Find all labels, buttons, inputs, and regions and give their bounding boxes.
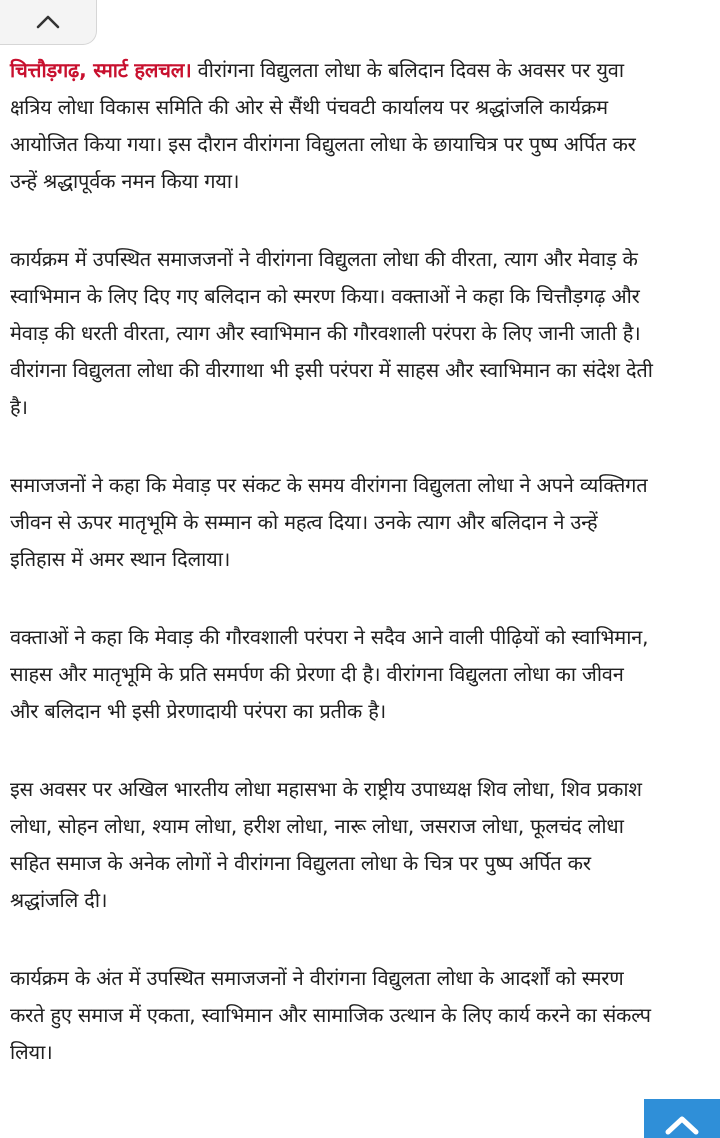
article-paragraph: कार्यक्रम में उपस्थित समाजजनों ने वीरांगना विद्युलता लोधा की वीरता, त्याग और मेवाड़ के स्वाभिमान के लिए दिए गए बलिदान को स्मरण किया। वक्ताओं ने कहा कि चित्तौड़गढ़ और मेवाड़ की धरती वीरता, त्याग और स्वाभिमान की गौरवशाली परंपरा के लिए जानी जाती है। वीरांगना विद्युलता लोधा की वीरगाथा भी इसी परंपरा में साहस और स्वाभिमान का संदेश देती है। [10, 247, 653, 419]
collapse-button[interactable] [0, 0, 97, 45]
article-body [10, 52, 658, 1071]
article-paragraph: वक्ताओं ने कहा कि मेवाड़ की गौरवशाली परंपरा ने सदैव आने वाली पीढ़ियों को स्वाभिमान, साहस और मातृभूमि के प्रति समर्पण की प्रेरणा दी है। वीरांगना विद्युलता लोधा का जीवन और बलिदान भी इसी प्रेरणादायी परंपरा का प्रतीक है। [10, 625, 649, 723]
chevron-up-icon [662, 1112, 702, 1138]
article-paragraph [10, 52, 658, 200]
article-paragraph: कार्यक्रम के अंत में उपस्थित समाजजनों ने वीरांगना विद्युलता लोधा के आदर्शों को स्मरण करते हुए समाज में एकता, स्वाभिमान और सामाजिक उत्थान के लिए कार्य करने का संकल्प लिया। [10, 966, 651, 1064]
chevron-up-icon [35, 14, 61, 30]
paragraph-text: वीरांगना विद्युलता लोधा के बलिदान दिवस के अवसर पर युवा क्षत्रिय लोधा विकास समिति की ओर से सैंथी पंचवटी कार्यालय पर श्रद्धांजलि कार्यक्रम आयोजित किया गया। इस दौरान वीरांगना विद्युलता लोधा के छायाचित्र पर पुष्प अर्पित कर उन्हें श्रद्धापूर्वक नमन किया गया। [10, 58, 636, 193]
scroll-to-top-button[interactable] [644, 1099, 720, 1138]
article-paragraph: समाजजनों ने कहा कि मेवाड़ पर संकट के समय वीरांगना विद्युलता लोधा ने अपने व्यक्तिगत जीवन से ऊपर मातृभूमि के सम्मान को महत्व दिया। उनके त्याग और बलिदान ने उन्हें इतिहास में अमर स्थान दिलाया। [10, 473, 648, 571]
article-paragraph: इस अवसर पर अखिल भारतीय लोधा महासभा के राष्ट्रीय उपाध्यक्ष शिव लोधा, शिव प्रकाश लोधा, सोहन लोधा, श्याम लोधा, हरीश लोधा, नारू लोधा, जसराज लोधा, फूलचंद लोधा सहित समाज के अनेक लोगों ने वीरांगना विद्युलता लोधा के चित्र पर पुष्प अर्पित कर श्रद्धांजलि दी। [10, 777, 642, 912]
dateline: चित्तौड़गढ़, स्मार्ट हलचल। [10, 58, 192, 82]
